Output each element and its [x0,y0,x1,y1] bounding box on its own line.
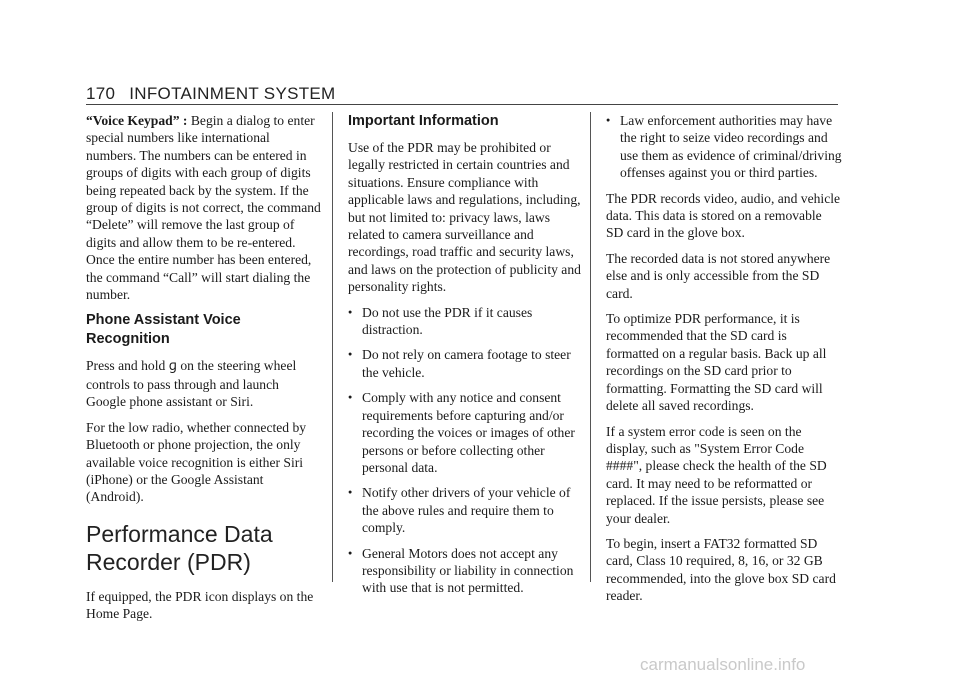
important-information-intro: Use of the PDR may be prohibited or legally restricted in certain countries and situations. Ensure compliance with applicable laws and regulations, including, but not limited to: privacy laws, laws related to camera surveillance and recordings, road traffic and security laws, and laws on the protection of publicity and personality rights. [348,140,581,295]
voice-recognition-icon: ɡ [168,359,177,375]
header-rule [86,104,838,105]
column-3 [606,112,842,613]
page-number: 170 [86,84,116,103]
phone-assistant-paragraph-2: For the low radio, whether connected by Bluetooth or phone projection, the only available voice recognition is either Siri (iPhone) or the Google Assistant (Android). [86,419,307,505]
column-divider-1 [332,112,333,582]
pdr-intro-paragraph: If equipped, the PDR icon displays on the Home Page. [86,588,314,622]
pdr-records-paragraph: The PDR records video, audio, and vehicle data. This data is stored on a removable SD card in the glove box. [606,190,841,241]
voice-keypad-paragraph [86,112,322,303]
watermark: carmanualsonline.info [640,655,806,674]
phone-assistant-paragraph-1 [86,357,322,410]
column-1 [86,112,322,631]
page-header [86,84,336,104]
phone-p1-before: Press and hold [86,358,169,374]
phone-p1-after: on the steering wheel controls to pass through and launch Google phone assistant or Siri. [86,358,297,410]
pdr-error-paragraph: If a system error code is seen on the display, such as "System Error Code ####", please check the health of the SD card. It may need to be reformatted or replaced. If the issue persists, please see your dealer. [606,423,827,526]
list-item: ● Law enforcement authorities may have the right to seize video recordings and use them as evidence of criminal/driving offenses against you or third parties. [606,112,842,182]
column-divider-2 [590,112,591,582]
pdr-section-title: Performance Data Recorder (PDR) [86,520,273,575]
pdr-storage-paragraph: The recorded data is not stored anywhere else and is only accessible from the SD card. [606,250,831,301]
important-information-list [348,304,584,597]
law-enforcement-list [606,112,842,182]
list-item: ● Do not use the PDR if it causes distraction. [348,304,584,339]
pdr-optimize-paragraph: To optimize PDR performance, it is recommended that the SD card is formatted on a regular basis. Back up all recordings on the SD card prior to formatting. Formatting the SD card will delete all saved recordings. [606,311,827,414]
phone-assistant-heading: Phone Assistant Voice Recognition [86,312,241,348]
list-item: ● General Motors does not accept any responsibility or liability in connection with use that is not permitted. [348,545,584,597]
list-item: ● Comply with any notice and consent requirements before capturing and/or recording the voices or images of other persons or before collecting other personal data. [348,389,584,476]
section-title: INFOTAINMENT SYSTEM [129,84,336,103]
important-information-heading: Important Information [348,113,499,129]
list-item: ● Notify other drivers of your vehicle of the above rules and require them to comply. [348,484,584,536]
column-2 [348,112,584,605]
voice-keypad-text: Begin a dialog to enter special numbers like international numbers. The numbers can be entered in groups of digits with each group of digits being repeated back by the system. If the group of digits is not correct, the command “Delete” will remove the last group of digits and allow them to be re-entered. Once the entire number has been entered, the command “Call” will start dialing the number. [86,113,321,303]
pdr-begin-paragraph: To begin, insert a FAT32 formatted SD card, Class 10 required, 8, 16, or 32 GB recommended, into the glove box SD card reader. [606,535,836,604]
voice-keypad-term: “Voice Keypad” : [86,113,188,128]
list-item: ● Do not rely on camera footage to steer the vehicle. [348,346,584,381]
